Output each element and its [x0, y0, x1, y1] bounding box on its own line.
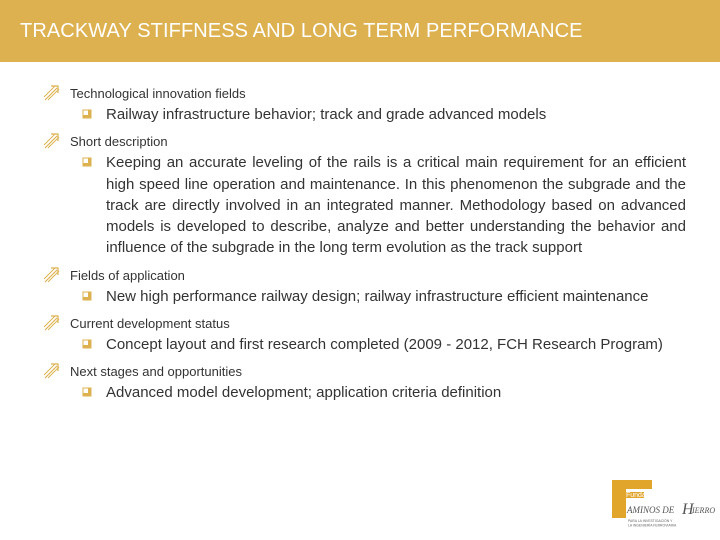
- section-heading: [42, 86, 686, 102]
- svg-text:H: H: [682, 501, 694, 518]
- section-heading-text: Fields of application: [70, 267, 185, 283]
- section-heading-text: Current development status: [70, 316, 230, 332]
- title-bar: [0, 0, 720, 62]
- section-innovation-fields: [42, 86, 686, 125]
- page-title: TRACKWAY STIFFNESS AND LONG TERM PERFORMANCE: [20, 20, 583, 42]
- svg-text:AMINOS DE: AMINOS DE: [627, 505, 675, 515]
- section-heading: [42, 268, 686, 284]
- list-item-text: New high performance railway design; railway infrastructure efficient maintenance: [106, 287, 649, 305]
- arrow-bullet-icon: [42, 129, 64, 151]
- list-item: [42, 286, 686, 307]
- list-item: [42, 382, 686, 403]
- list-item: [42, 104, 686, 125]
- foundation-logo: [612, 480, 716, 530]
- svg-text:LA INGENIERÍA FERROVIARIA: LA INGENIERÍA FERROVIARIA: [628, 523, 677, 528]
- section-short-description: [42, 134, 686, 258]
- section-heading: [42, 134, 686, 150]
- arrow-bullet-icon: [42, 359, 64, 381]
- arrow-bullet-icon: [42, 311, 64, 333]
- list-item-text: Concept layout and first research completed (2009 - 2012, FCH Research Program): [106, 336, 663, 354]
- square-bullet-icon: [82, 387, 92, 397]
- section-heading-text: Technological innovation fields: [70, 86, 246, 101]
- section-heading-text: Next stages and opportunities: [70, 364, 242, 380]
- square-bullet-icon: [82, 291, 92, 301]
- section-fields-of-application: [42, 268, 686, 307]
- arrow-bullet-icon: [42, 263, 64, 285]
- section-heading: [42, 364, 686, 380]
- list-item: [42, 334, 686, 355]
- section-development-status: [42, 316, 686, 355]
- content-area: [42, 86, 686, 404]
- square-bullet-icon: [82, 109, 92, 119]
- svg-text:Fundación: Fundación: [626, 492, 659, 499]
- list-item-text: Railway infrastructure behavior; track and grade advanced models: [106, 106, 547, 123]
- arrow-bullet-icon: [42, 81, 64, 103]
- section-heading: [42, 316, 686, 332]
- list-item-text: Advanced model development; application criteria definition: [106, 384, 502, 402]
- square-bullet-icon: [82, 157, 92, 167]
- section-next-stages: [42, 364, 686, 403]
- list-item: [42, 152, 686, 258]
- svg-text:PARA LA INVESTIGACIÓN Y: PARA LA INVESTIGACIÓN Y: [628, 519, 673, 523]
- section-heading-text: Short description: [70, 134, 168, 150]
- list-item-text: Keeping an accurate leveling of the rails is a critical main requirement for an efficient high speed line operation and maintenance. In this phenomenon the subgrade and the track are directly involved in an integrated manner. Methodology based on advanced models is developed to describe, analyze and better understanding the behavior and influence of the subgrade in the long term evolution as the track support: [106, 154, 686, 257]
- square-bullet-icon: [82, 339, 92, 349]
- svg-text:IERRO: IERRO: [692, 506, 716, 515]
